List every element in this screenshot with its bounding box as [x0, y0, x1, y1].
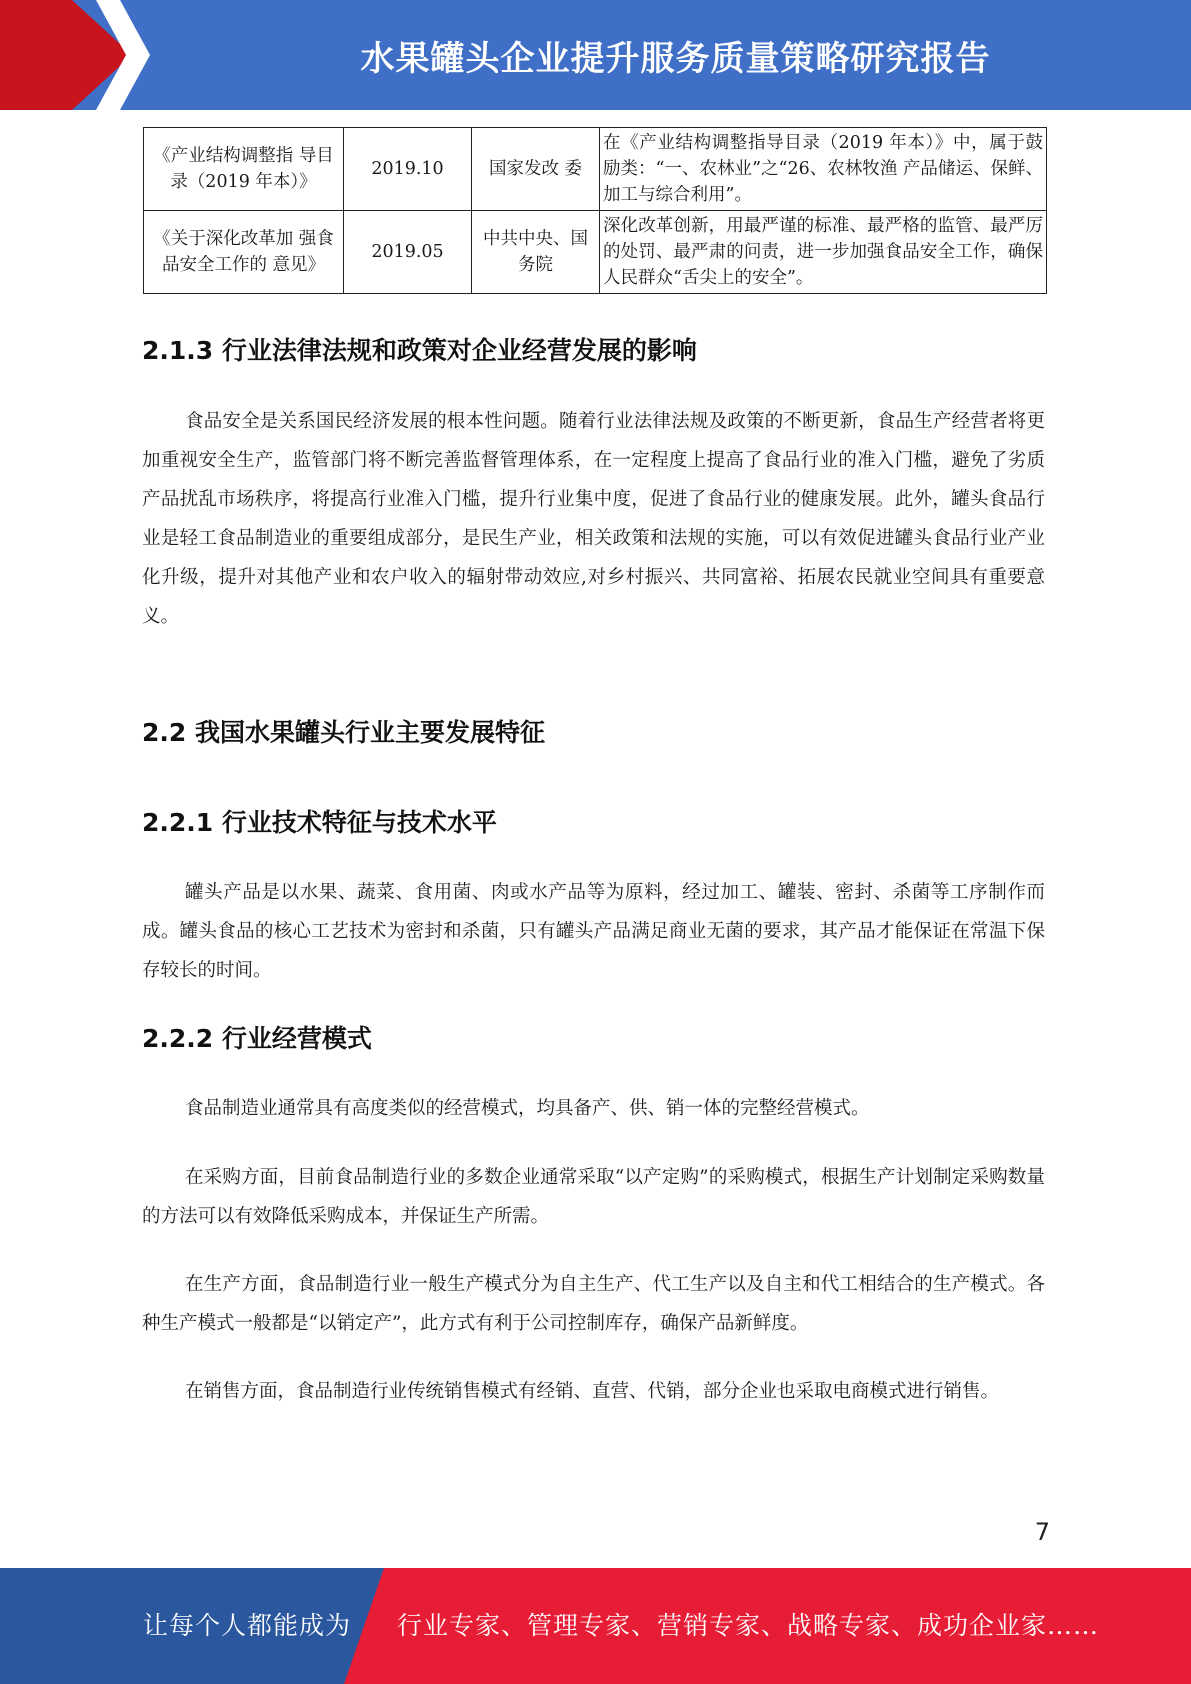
- report-title: 水果罐头企业提升服务质量策略研究报告: [360, 38, 991, 79]
- section-heading-2-2-1: 2.2.1 行业技术特征与技术水平: [142, 808, 497, 837]
- policy-org-cell: 中共中央、国务院: [472, 211, 600, 294]
- footer-banner: [0, 1568, 1191, 1684]
- policy-org-cell: 国家发改 委: [472, 128, 600, 211]
- section-heading-2-1-3: 2.1.3 行业法律法规和政策对企业经营发展的影响: [142, 336, 697, 365]
- table-row: [144, 128, 1047, 211]
- section-paragraph: 罐头产品是以水果、蔬菜、食用菌、肉或水产品等为原料，经过加工、罐装、密封、杀菌等工序制作而成。罐头食品的核心工艺技术为密封和杀菌，只有罐头产品满足商业无菌的要求，其产品才能保证在常温下保存较长的时间。: [142, 882, 1045, 981]
- policy-name-cell: 《产业结构调整指 导目录（2019 年本）》: [144, 128, 344, 211]
- section-paragraph: 在生产方面，食品制造行业一般生产模式分为自主生产、代工生产以及自主和代工相结合的生产模式。各种生产模式一般都是“以销定产”，此方式有利于公司控制库存，确保产品新鲜度。: [142, 1274, 1045, 1334]
- footer-slogan-right: 行业专家、管理专家、营销专家、战略专家、成功企业家……: [397, 1611, 1100, 1640]
- table-row: [144, 211, 1047, 294]
- header-banner: [0, 0, 1191, 110]
- policy-desc-cell: 深化改革创新，用最严谨的标准、最严格的监管、最严厉的处罚、最严肃的问责，进一步加强食品安全工作，确保人民群众“舌尖上的安全”。: [600, 211, 1047, 294]
- section-heading-2-2: 2.2 我国水果罐头行业主要发展特征: [142, 718, 545, 747]
- section-paragraph: 食品制造业通常具有高度类似的经营模式，均具备产、供、销一体的完整经营模式。: [185, 1098, 870, 1119]
- section-heading-2-2-2: 2.2.2 行业经营模式: [142, 1024, 372, 1053]
- section-paragraph: 食品安全是关系国民经济发展的根本性问题。随着行业法律法规及政策的不断更新，食品生产经营者将更加重视安全生产，监管部门将不断完善监督管理体系，在一定程度上提高了食品行业的准入门槛，避免了劣质产品扰乱市场秩序，将提高行业准入门槛，提升行业集中度，促进了食品行业的健康发展。此外，罐头食品行业是轻工食品制造业的重要组成部分，是民生产业，相关政策和法规的实施，可以有效促进罐头食品行业产业化升级，提升对其他产业和农户收入的辐射带动效应,对乡村振兴、共同富裕、拓展农民就业空间具有重要意义。: [142, 411, 1045, 627]
- policy-desc-cell: 在《产业结构调整指导目录（2019 年本）》中，属于鼓励类：“一、农林业”之“26、农林牧渔 产品储运、保鲜、加工与综合利用”。: [600, 128, 1047, 211]
- section-paragraph: 在采购方面，目前食品制造行业的多数企业通常采取“以产定购”的采购模式，根据生产计划制定采购数量的方法可以有效降低采购成本，并保证生产所需。: [142, 1167, 1045, 1227]
- policy-name-cell: 《关于深化改革加 强食品安全工作的 意见》: [144, 211, 344, 294]
- policy-date-cell: 2019.10: [344, 128, 472, 211]
- footer-slogan-left: 让每个人都能成为: [143, 1611, 352, 1640]
- page-number: 7: [1034, 1518, 1050, 1546]
- section-paragraph: 在销售方面，食品制造行业传统销售模式有经销、直营、代销，部分企业也采取电商模式进行销售。: [185, 1381, 1000, 1402]
- policy-date-cell: 2019.05: [344, 211, 472, 294]
- policy-table: [143, 127, 1047, 294]
